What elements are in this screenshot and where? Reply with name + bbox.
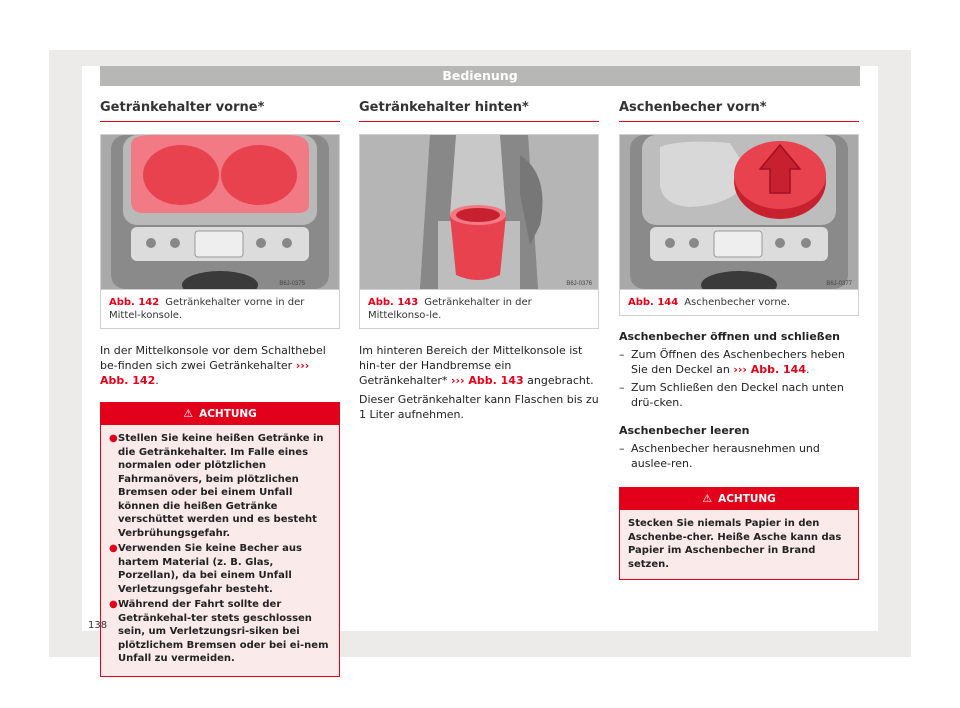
page-number: 138 <box>88 620 108 631</box>
subheading-open-close: Aschenbecher öffnen und schließen <box>619 330 840 343</box>
warning-header <box>620 488 858 510</box>
figure-link-144[interactable]: ››› Abb. 144 <box>733 363 806 376</box>
warning-box <box>100 402 340 677</box>
figure-caption <box>360 289 598 328</box>
column-ashtray <box>619 100 859 580</box>
list-item <box>619 441 859 471</box>
list-item <box>619 380 859 410</box>
image-code: B6J-0375 <box>279 281 305 287</box>
cupholder-rear-illustration <box>360 135 598 289</box>
list-item <box>619 347 859 377</box>
figure-143 <box>359 134 599 329</box>
body-text-part: angebracht. <box>523 374 594 387</box>
list-text: Aschenbecher herausnehmen und auslee-ren. <box>631 442 820 470</box>
warning-bullet <box>109 432 331 540</box>
body-text <box>100 343 340 388</box>
body-text <box>359 343 599 422</box>
bullet-icon: ● <box>109 599 118 610</box>
column-front-cupholder <box>100 100 340 677</box>
figure-142 <box>100 134 340 329</box>
figure-link-143[interactable]: ››› Abb. 143 <box>450 374 524 387</box>
caption-text: Aschenbecher vorne. <box>684 297 791 308</box>
bullet-icon: ● <box>109 433 118 444</box>
warning-bullet-text: Stellen Sie keine heißen Getränke in die Getränkehalter. Im Falle eines normalen oder plötzlichen Fahrmanövers, beim plötzlichen Bremsen oder bei einem Unfall können die heißen Getränke verschüttet werden und es besteht Verbrühungsgefahr. <box>118 433 324 539</box>
body-text-part: In der Mittelkonsole vor dem Schalthebel be-finden sich zwei Getränkehalter <box>100 344 326 372</box>
figure-caption <box>620 289 858 315</box>
warning-header <box>101 403 339 425</box>
chapter-header: Bedienung <box>100 66 860 86</box>
caption-text: Getränkehalter vorne in der Mittel-konsole. <box>109 297 305 321</box>
figure-144 <box>619 134 859 316</box>
warning-body: Stecken Sie niemals Papier in den Aschenbe-cher. Heiße Asche kann das Papier im Aschenbecher in Brand setzen. <box>628 518 842 570</box>
section-title: Aschenbecher vorn* <box>619 100 859 122</box>
column-rear-cupholder <box>359 100 599 426</box>
body-text-part: Im hinteren Bereich der Mittelkonsole ist hin-ter der Handbremse ein Getränkehalter* <box>359 344 583 387</box>
subheading-empty: Aschenbecher leeren <box>619 424 750 437</box>
warning-triangle-icon: ⚠ <box>183 407 194 420</box>
image-code: B6J-0376 <box>566 281 592 287</box>
warning-triangle-icon: ⚠ <box>702 492 713 505</box>
figure-caption <box>101 289 339 328</box>
caption-text: Getränkehalter in der Mittelkonso-le. <box>368 297 532 321</box>
list-text: Zum Schließen den Deckel nach unten drü-cken. <box>631 381 844 409</box>
bullet-icon: ● <box>109 543 118 554</box>
list-text-part: Zum Öffnen des Aschenbechers heben Sie den Deckel an <box>631 348 845 376</box>
warning-box <box>619 487 859 580</box>
warning-body <box>101 425 339 676</box>
figure-number: Abb. 143 <box>368 297 419 308</box>
warning-bullet <box>109 542 331 596</box>
ashtray-illustration <box>620 135 858 289</box>
body-text-part: . <box>155 374 159 387</box>
warning-bullet-text: Verwenden Sie keine Becher aus hartem Material (z. B. Glas, Porzellan), da bei einem Unfall Verletzungsgefahr besteht. <box>118 543 302 595</box>
figure-number: Abb. 142 <box>109 297 160 308</box>
dash-icon: – <box>619 381 625 394</box>
list-text-part: . <box>806 363 810 376</box>
section-title: Getränkehalter hinten* <box>359 100 599 122</box>
cupholder-front-illustration <box>101 135 339 289</box>
warning-bullet <box>109 598 331 666</box>
dash-icon: – <box>619 348 625 361</box>
dash-icon: – <box>619 442 625 455</box>
figure-number: Abb. 144 <box>628 297 679 308</box>
section-title: Getränkehalter vorne* <box>100 100 340 122</box>
figure-link-142[interactable]: ››› Abb. 142 <box>100 359 310 387</box>
warning-title: ACHTUNG <box>718 493 776 505</box>
image-code: B6J-0377 <box>826 281 852 287</box>
warning-title: ACHTUNG <box>199 408 257 420</box>
body-paragraph: Dieser Getränkehalter kann Flaschen bis zu 1 Liter aufnehmen. <box>359 393 599 421</box>
warning-bullet-text: Während der Fahrt sollte der Getränkehal-ter stets geschlossen sein, um Verletzungsri-siken bei plötzlichem Bremsen oder bei ei-nem Unfall zu vermeiden. <box>118 599 329 664</box>
